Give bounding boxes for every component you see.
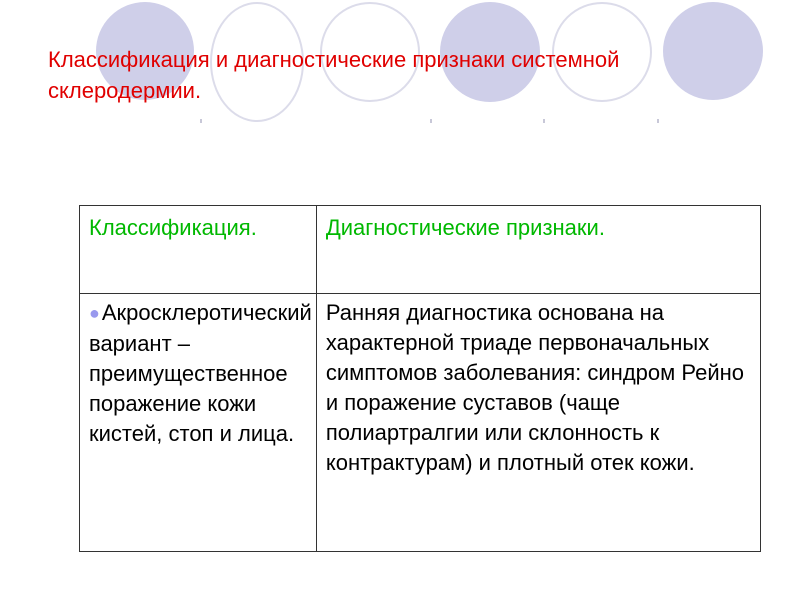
classification-text: Акросклеротический вариант – преимущественное поражение кожи кистей, стоп и лица.: [89, 300, 312, 446]
table-header-row: [80, 206, 761, 294]
classification-table: [79, 205, 761, 552]
decor-tick: [543, 119, 545, 123]
cell-classification: [80, 294, 317, 552]
header-diagnostic-signs: Диагностические признаки.: [316, 206, 760, 294]
decor-tick: [657, 119, 659, 123]
header-classification: Классификация.: [80, 206, 317, 294]
table-row: [80, 294, 761, 552]
decor-tick: [200, 119, 202, 123]
decor-tick: [430, 119, 432, 123]
slide-title: Классификация и диагностические признаки системной склеродермии.: [48, 47, 620, 103]
cell-diagnostic-signs: Ранняя диагностика основана на характерной триаде первоначальных симптомов заболевания: синдром Рейно и поражение суставов (чаще полиартралгии или склонность к контрактурам) и плотный отек кожи.: [316, 294, 760, 552]
bullet-icon: ●: [89, 303, 100, 323]
